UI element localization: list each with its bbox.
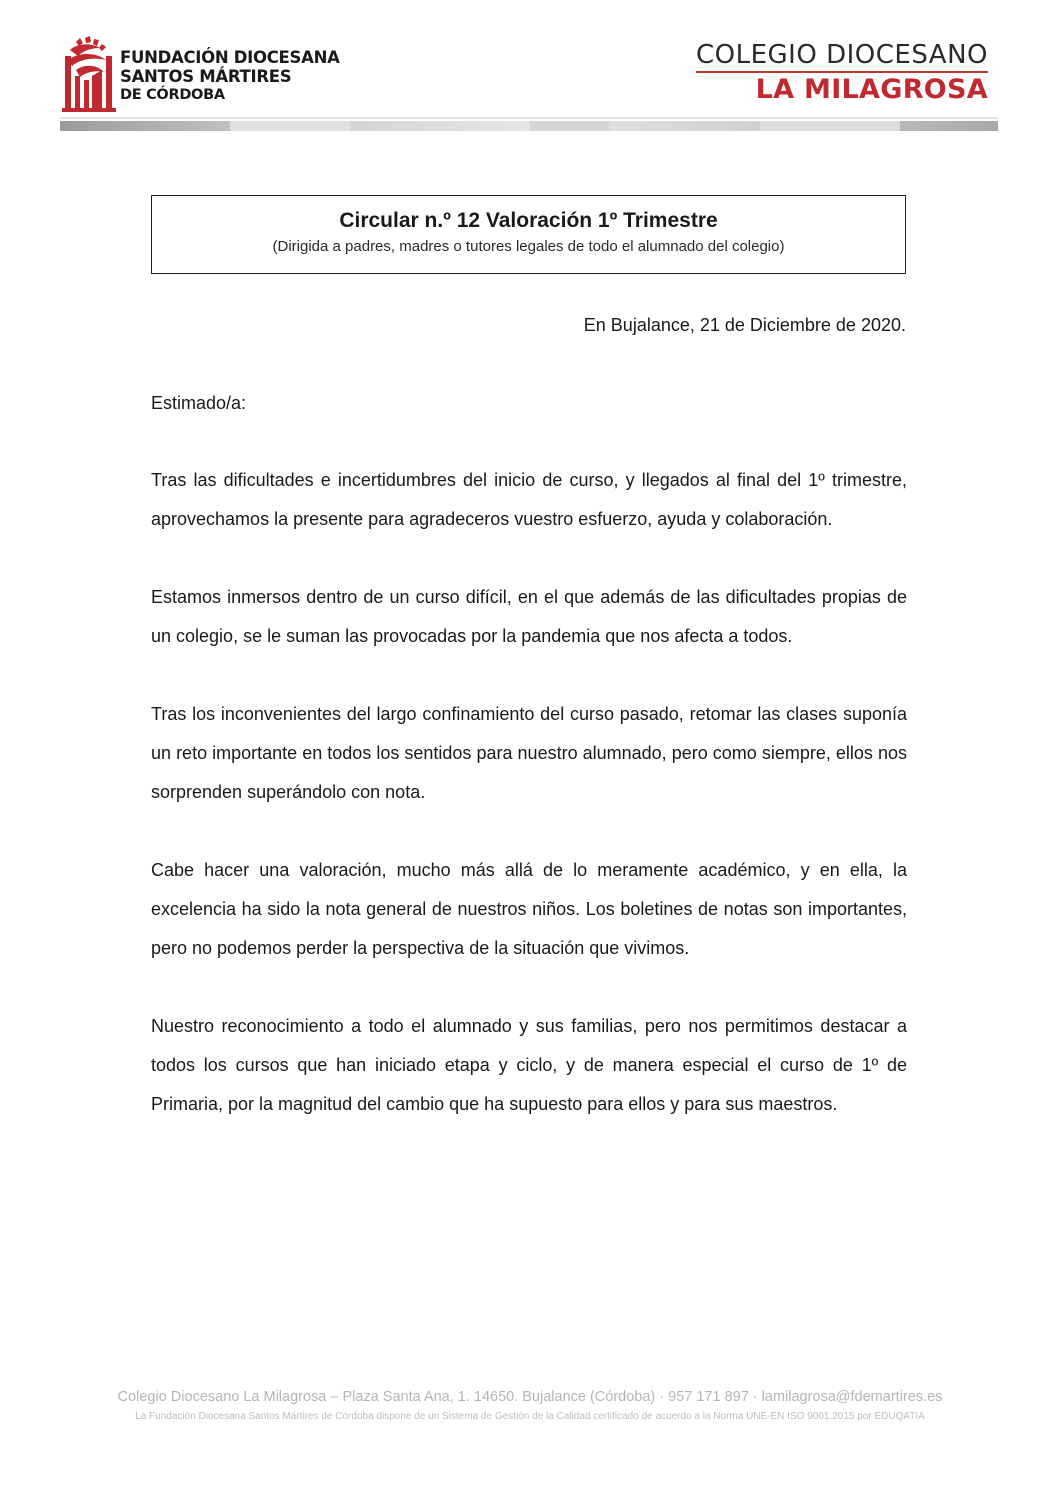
footer-address: Colegio Diocesano La Milagrosa – Plaza Santa Ana, 1. 14650. Bujalance (Córdoba) · 957 171 897 · lamilagrosa@fdemartires.es (117, 1389, 943, 1405)
school-name-bottom: LA MILAGROSA (755, 74, 988, 105)
circular-subtitle: (Dirigida a padres, madres o tutores legales de todo el alumnado del colegio) (272, 238, 785, 255)
school-name-rule (696, 71, 988, 73)
circular-title-box (151, 195, 906, 274)
circular-title: Circular n.º 12 Valoración 1º Trimestre (339, 209, 718, 232)
paragraph: Nuestro reconocimiento a todo el alumnado y sus familias, pero nos permitimos destacar a todos los cursos que han iniciado etapa y ciclo, y de manera especial el curso de 1º de Primaria, por la magnitud del cambio que ha supuesto para ellos y para sus maestros. (151, 1016, 907, 1114)
paragraph: Cabe hacer una valoración, mucho más allá de lo meramente académico, y en ella, la excelencia ha sido la nota general de nuestros niños. Los boletines de notas son importantes, pero no podemos perder la perspectiva de la situación que vivimos. (151, 860, 907, 958)
letter-greeting: Estimado/a: (151, 393, 247, 413)
letter-body (151, 461, 907, 1163)
school-logo (696, 40, 988, 105)
paragraph: Tras las dificultades e incertidumbres del inicio de curso, y llegados al final del 1º trimestre, aprovechamos la presente para agradeceros vuestro esfuerzo, ayuda y colaboración. (151, 470, 907, 529)
paragraph: Estamos inmersos dentro de un curso difícil, en el que además de las dificultades propias de un colegio, se le suman las provocadas por la pandemia que nos afecta a todos. (151, 587, 907, 646)
foundation-name-line3: DE CÓRDOBA (120, 87, 225, 103)
cross-martyrs-icon (62, 36, 116, 114)
foundation-name-line2: SANTOS MÁRTIRES (120, 67, 292, 86)
foundation-logo (62, 36, 342, 116)
letter-date: En Bujalance, 21 de Diciembre de 2020. (583, 315, 906, 335)
header-divider (60, 117, 998, 131)
paragraph: Tras los inconvenientes del largo confinamiento del curso pasado, retomar las clases suponía un reto importante en todos los sentidos para nuestro alumnado, pero como siempre, ellos nos sorprenden superándolo con nota. (151, 704, 907, 802)
school-name-top: COLEGIO DIOCESANO (696, 40, 988, 70)
foundation-name (120, 48, 340, 105)
foundation-name-line1: FUNDACIÓN DIOCESANA (120, 48, 340, 67)
footer-quality-note: La Fundación Diocesana Santos Mártires de Córdoba dispone de un Sistema de Gestión de la Calidad certificado de acuerdo a la Norma UNE-EN ISO 9001:2015 por EDUQATIA (135, 1411, 925, 1422)
